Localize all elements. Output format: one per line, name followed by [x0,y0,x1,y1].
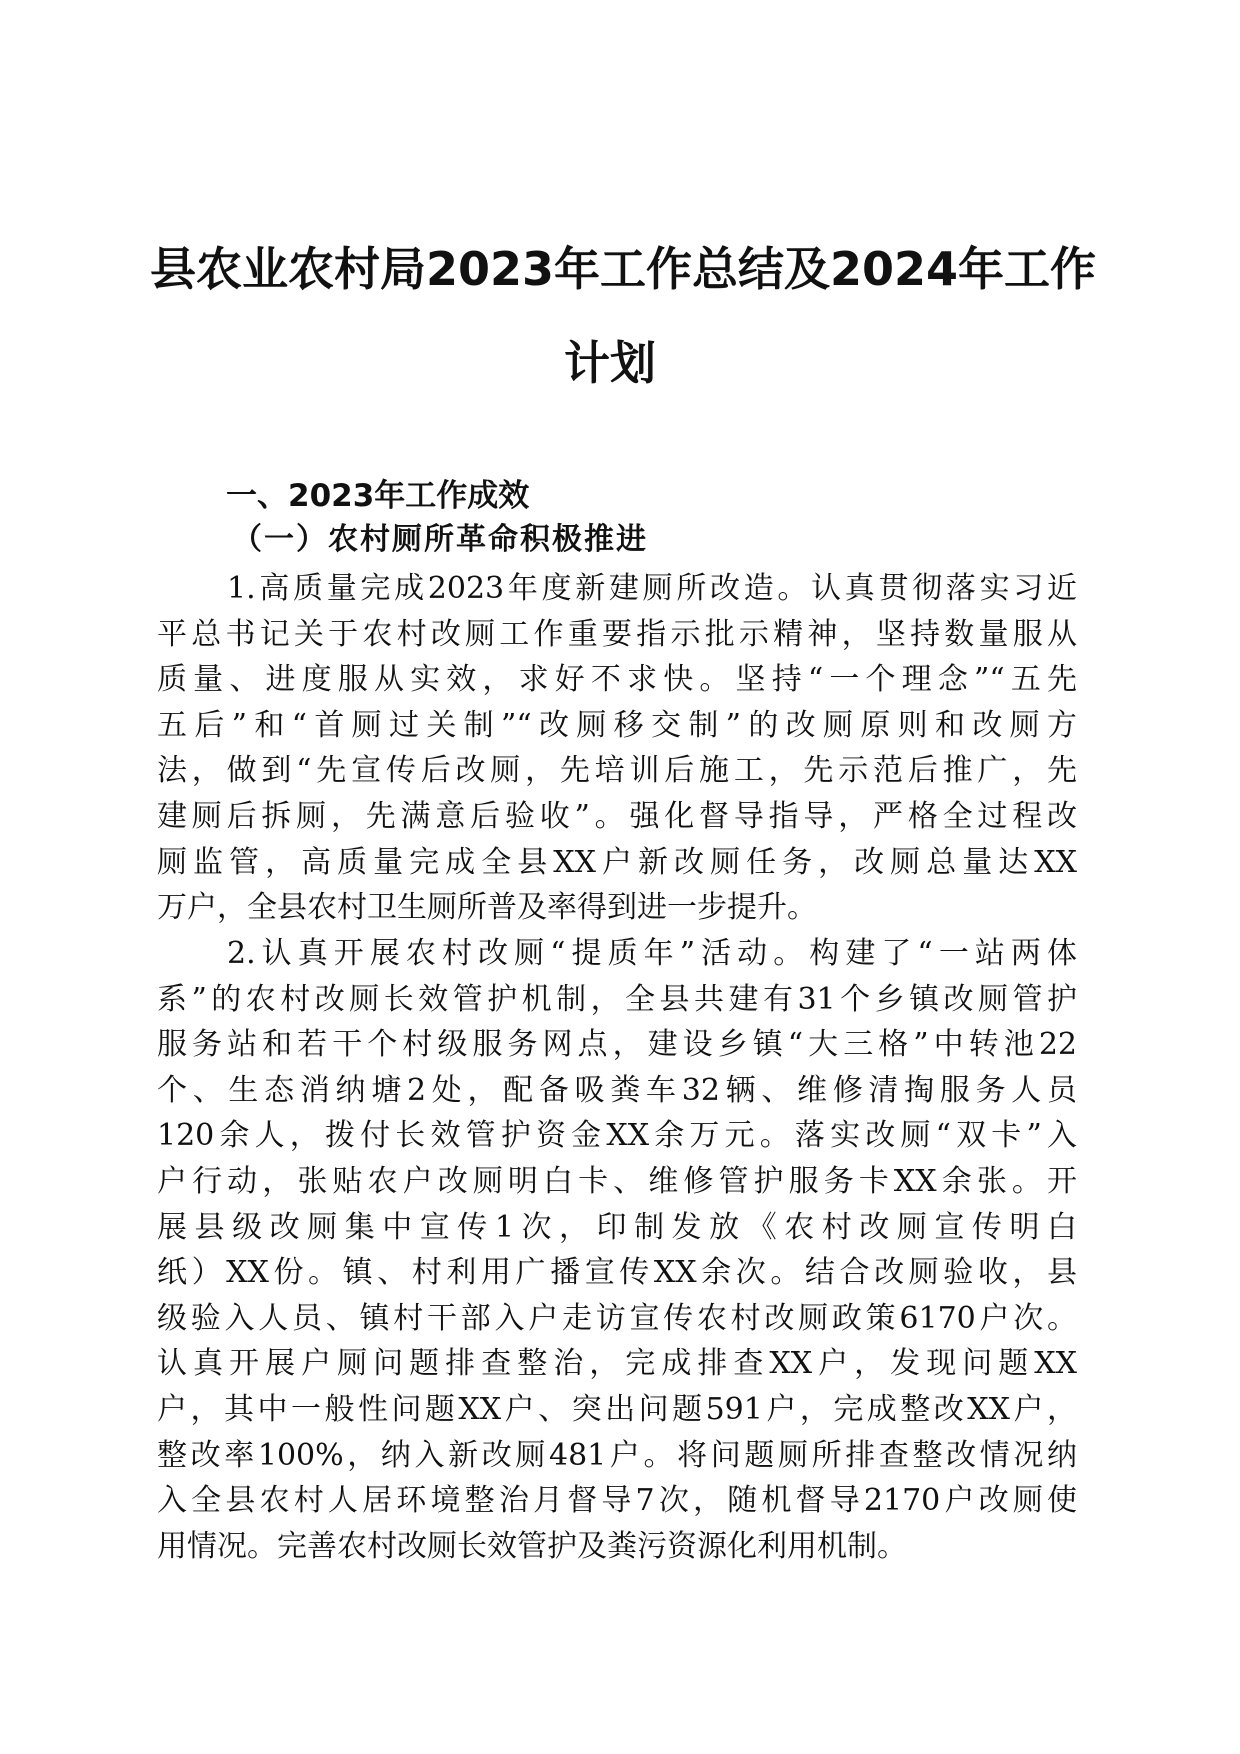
paragraph-line: 质量、进度服从实效，求好不求快。坚持“一个理念”“五先 [157,662,1077,698]
paragraph-line: 认真开展户厕问题排查整治，完成排查XX户，发现问题XX [157,1346,1077,1382]
paragraph-line: 五后”和“首厕过关制”“改厕移交制”的改厕原则和改厕方 [157,707,1077,743]
paragraph-line: 纸）XX份。镇、村利用广播宣传XX余次。结合改厕验收，县 [157,1255,1077,1291]
paragraph-1 [157,566,1077,931]
paragraph-line: 个、生态消纳塘2处，配备吸粪车32辆、维修清掏服务人员 [157,1072,1077,1108]
paragraph-line: 系”的农村改厕长效管护机制，全县共建有31个乡镇改厕管护 [157,981,1077,1017]
paragraph-line: 平总书记关于农村改厕工作重要指示批示精神，坚持数量服从 [157,616,1077,652]
paragraph-line: 厕监管，高质量完成全县XX户新改厕任务，改厕总量达XX [157,844,1077,880]
paragraph-2 [157,931,1077,1569]
title-line: 计划 [564,336,656,390]
paragraph-line: 户，其中一般性问题XX户、突出问题591户，完成整改XX户， [157,1391,1077,1427]
paragraph-line: 级验入人员、镇村干部入户走访宣传农村改厕政策6170户次。 [157,1300,1077,1336]
document-title [150,222,1097,410]
paragraph-line: 服务站和若干个村级服务网点，建设乡镇“大三格”中转池22 [157,1027,1077,1063]
paragraph-line: 120余人，拨付长效管护资金XX余万元。落实改厕“双卡”入 [157,1118,1077,1154]
paragraph-line: 1.高质量完成2023年度新建厕所改造。认真贯彻落实习近 [227,571,1077,606]
paragraph-line: 万户，全县农村卫生厕所普及率得到进一步提升。 [157,890,817,926]
subsection-heading: （一）农村厕所革命积极推进 [232,522,648,557]
paragraph-line: 2.认真开展农村改厕“提质年”活动。构建了“一站两体 [227,936,1077,971]
title-line: 县农业农村局2023年工作总结及2024年工作 [150,242,1097,296]
paragraph-line: 用情况。完善农村改厕长效管护及粪污资源化利用机制。 [157,1528,907,1564]
section-heading: 一、2023年工作成效 [226,478,530,514]
paragraph-line: 户行动，张贴农户改厕明白卡、维修管护服务卡XX余张。开 [157,1163,1077,1199]
paragraph-line: 入全县农村人居环境整治月督导7次，随机督导2170户改厕使 [157,1483,1077,1519]
paragraph-line: 建厕后拆厕，先满意后验收”。强化督导指导，严格全过程改 [157,798,1077,834]
paragraph-line: 整改率100%，纳入新改厕481户。将问题厕所排查整改情况纳 [157,1437,1077,1473]
paragraph-line: 法，做到“先宣传后改厕，先培训后施工，先示范后推广，先 [157,753,1077,789]
paragraph-line: 展县级改厕集中宣传1次，印制发放《农村改厕宣传明白 [157,1209,1077,1245]
